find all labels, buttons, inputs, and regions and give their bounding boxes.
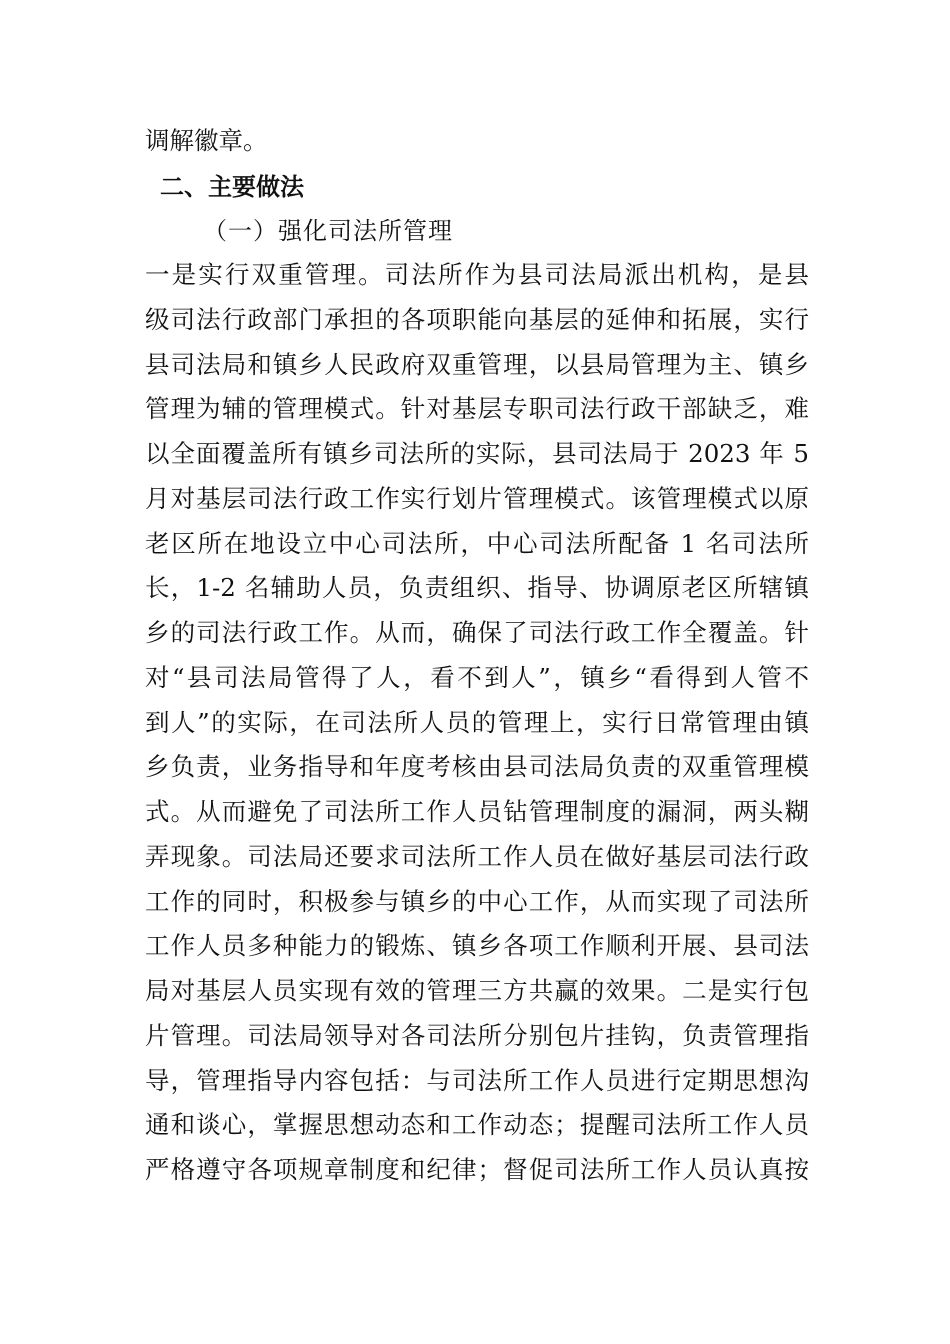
paragraph-line: 级司法行政部门承担的各项职能向基层的延伸和拓展，实行 [145, 305, 809, 334]
paragraph-line: 长，1-2 名辅助人员，负责组织、指导、协调原老区所辖镇 [145, 573, 809, 602]
paragraph-line: 严格遵守各项规章制度和纪律；督促司法所工作人员认真按 [145, 1155, 809, 1184]
paragraph-line: 老区所在地设立中心司法所，中心司法所配备 1 名司法所 [145, 529, 809, 558]
paragraph-line: 县司法局和镇乡人民政府双重管理，以县局管理为主、镇乡 [145, 350, 809, 379]
paragraph-line: 工作的同时，积极参与镇乡的中心工作，从而实现了司法所 [145, 887, 809, 916]
paragraph-line: 对“县司法局管得了人，看不到人”，镇乡“看得到人管不 [145, 663, 809, 692]
paragraph-line: 月对基层司法行政工作实行划片管理模式。该管理模式以原 [145, 484, 809, 513]
paragraph-line: 片管理。司法局领导对各司法所分别包片挂钩，负责管理指 [145, 1021, 809, 1050]
paragraph-line: 一是实行双重管理。司法所作为县司法局派出机构，是县 [145, 260, 809, 289]
subsection-heading: （一）强化司法所管理 [203, 217, 453, 245]
carryover-text: 调解徽章。 [145, 126, 268, 155]
paragraph-line: 以全面覆盖所有镇乡司法所的实际，县司法局于 2023 年 5 [145, 439, 809, 468]
paragraph-line: 乡的司法行政工作。从而，确保了司法行政工作全覆盖。针 [145, 618, 809, 647]
paragraph-line: 到人”的实际，在司法所人员的管理上，实行日常管理由镇 [145, 708, 809, 737]
paragraph-line: 乡负责，业务指导和年度考核由县司法局负责的双重管理模 [145, 752, 809, 781]
paragraph-line: 弄现象。司法局还要求司法所工作人员在做好基层司法行政 [145, 842, 809, 871]
paragraph-line: 通和谈心，掌握思想动态和工作动态；提醒司法所工作人员 [145, 1110, 809, 1139]
paragraph-line: 工作人员多种能力的锻炼、镇乡各项工作顺利开展、县司法 [145, 931, 809, 960]
paragraph-line: 管理为辅的管理模式。针对基层专职司法行政干部缺乏，难 [145, 394, 809, 423]
paragraph-line: 局对基层人员实现有效的管理三方共赢的效果。二是实行包 [145, 976, 809, 1005]
paragraph-line: 式。从而避免了司法所工作人员钻管理制度的漏洞，两头糊 [145, 797, 809, 826]
paragraph-line: 导，管理指导内容包括：与司法所工作人员进行定期思想沟 [145, 1066, 809, 1095]
section-heading: 二、主要做法 [160, 173, 304, 201]
